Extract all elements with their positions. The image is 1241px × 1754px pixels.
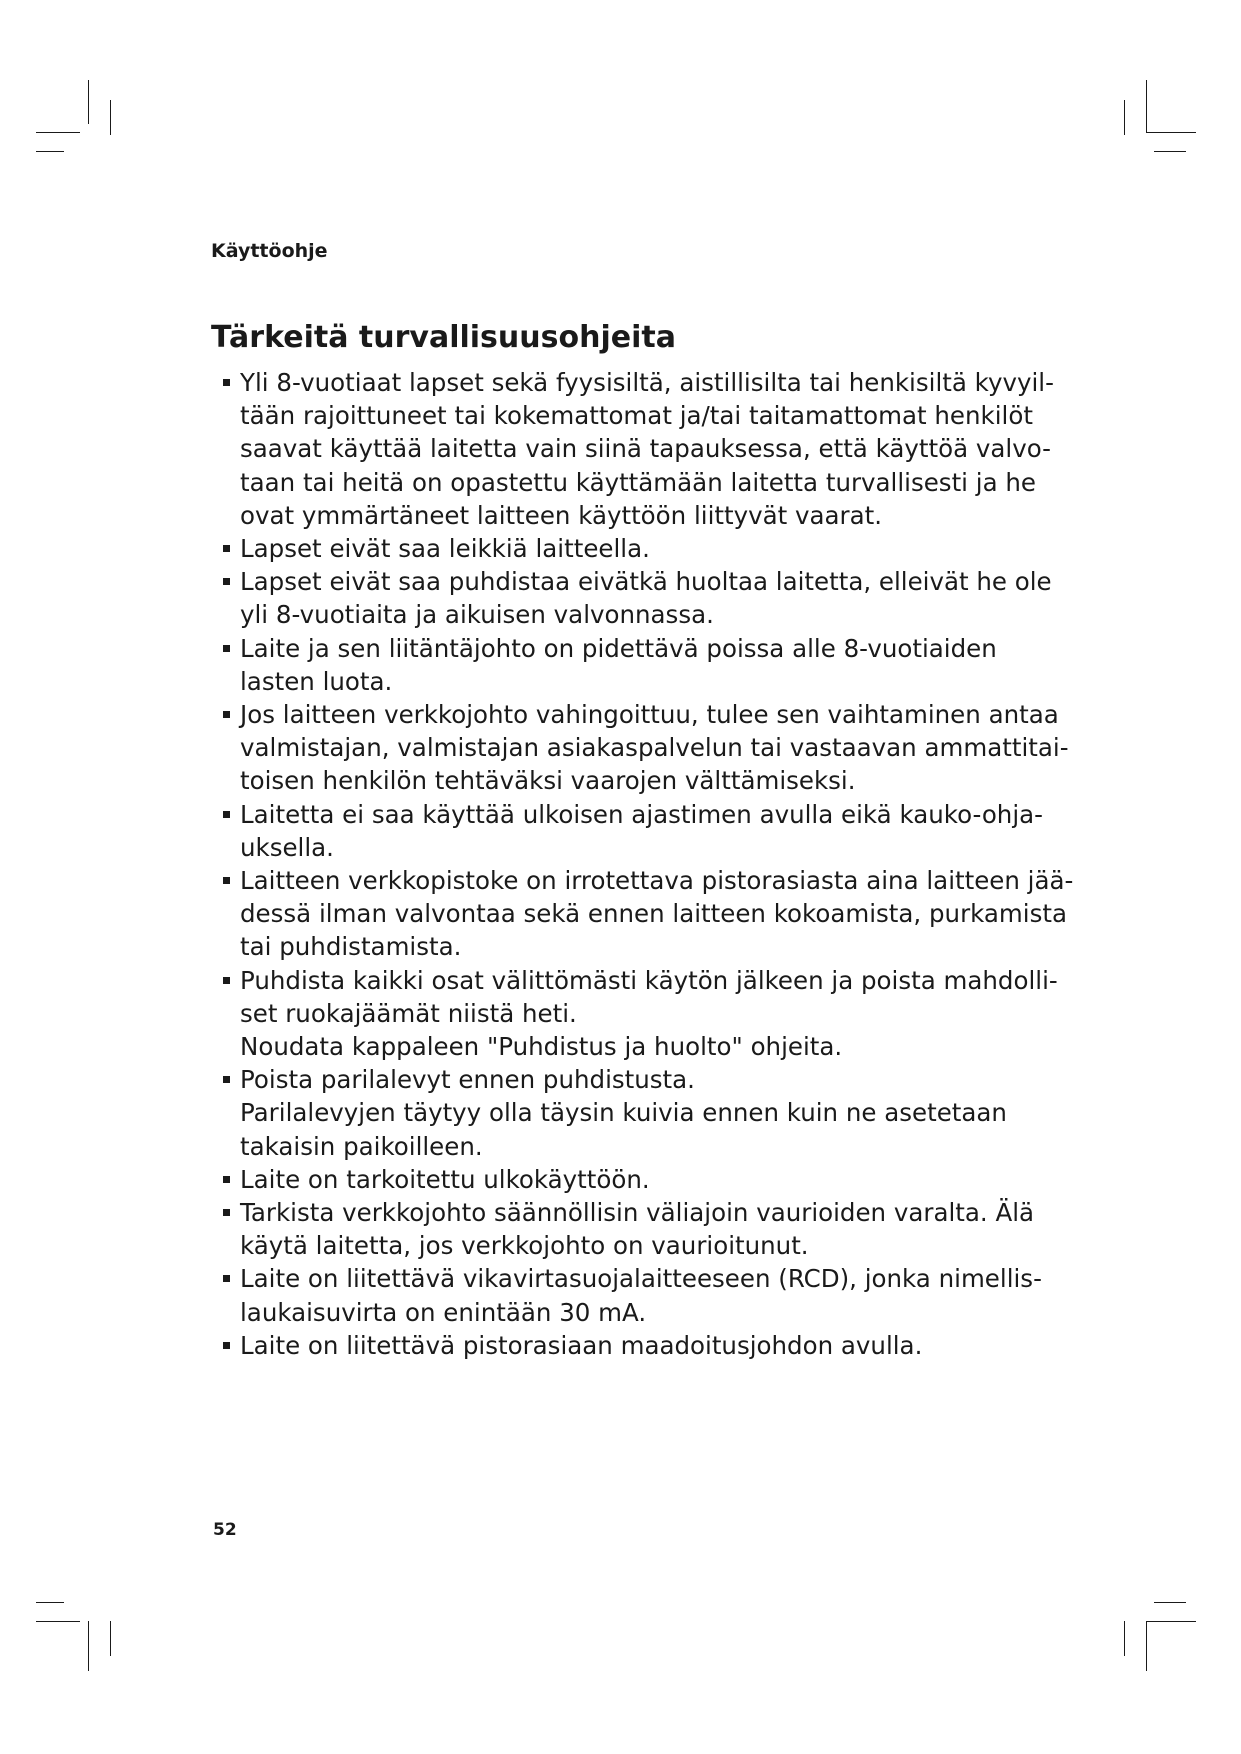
list-item-line: Laitteen verkkopistoke on irrotettava pistorasiasta aina laitteen jää- [240, 866, 1074, 896]
list-item [231, 1196, 1091, 1262]
list-item-line: Laite on liitettävä vikavirtasuojalaitteeseen (RCD), jonka nimellis- [240, 1264, 1042, 1294]
list-item [231, 1163, 1091, 1196]
list-item-line: tään rajoittuneet tai kokemattomat ja/tai taitamattomat henkilöt [240, 401, 1033, 431]
list-item-line: tai puhdistamista. [240, 932, 462, 962]
list-item [231, 864, 1091, 964]
crop-mark [1124, 1621, 1125, 1656]
list-item [231, 532, 1091, 565]
list-item-line: Jos laitteen verkkojohto vahingoittuu, tulee sen vaihtaminen antaa [240, 700, 1059, 730]
bullet-square-icon [223, 877, 230, 884]
list-item-line: valmistajan, valmistajan asiakaspalvelun tai vastaavan ammattitai- [240, 733, 1069, 763]
bullet-square-icon [223, 545, 230, 552]
list-item-line: dessä ilman valvontaa sekä ennen laitteen kokoamista, purkamista [240, 899, 1067, 929]
bullet-square-icon [223, 1342, 230, 1349]
list-item-line: Tarkista verkkojohto säännöllisin väliajoin vaurioiden varalta. Älä [240, 1198, 1035, 1228]
list-item-line: Yli 8-vuotiaat lapset sekä fyysisiltä, aistillisilta tai henkisiltä kyvyil- [240, 368, 1054, 397]
list-item [231, 632, 1091, 698]
list-item-note: takaisin paikoilleen. [240, 1131, 483, 1161]
running-header: Käyttöohje [211, 240, 328, 262]
crop-mark [1146, 132, 1196, 133]
bullet-square-icon [223, 645, 230, 652]
bullet-square-icon [223, 711, 230, 718]
crop-mark [1146, 1621, 1147, 1671]
bullet-square-icon [223, 1076, 230, 1083]
list-item [231, 1063, 1091, 1096]
bullet-square-icon [223, 578, 230, 585]
list-item [231, 1329, 1091, 1362]
list-item-line: Lapset eivät saa leikkiä laitteella. [240, 534, 650, 564]
list-item-line: käytä laitetta, jos verkkojohto on vaurioitunut. [240, 1231, 809, 1261]
list-item [231, 698, 1091, 798]
list-item [231, 366, 1091, 532]
bullet-square-icon [223, 379, 230, 386]
page-number: 52 [213, 1520, 237, 1540]
list-item-line: yli 8-vuotiaita ja aikuisen valvonnassa. [240, 600, 714, 630]
list-item-line: Laite on tarkoitettu ulkokäyttöön. [240, 1164, 650, 1194]
list-item-line: set ruokajäämät niistä heti. [240, 998, 577, 1028]
list-item-note: Parilalevyjen täytyy olla täysin kuivia ennen kuin ne asetetaan [240, 1098, 1007, 1128]
list-item-line: Poista parilalevyt ennen puhdistusta. [240, 1065, 695, 1095]
list-item-line: Laite ja sen liitäntäjohto on pidettävä poissa alle 8-vuotiaiden [240, 633, 997, 663]
crop-mark [88, 1621, 89, 1671]
crop-mark [1146, 80, 1147, 132]
crop-mark [110, 1621, 111, 1656]
list-item-line: laukaisuvirta on enintään 30 mA. [240, 1297, 647, 1327]
list-item [231, 1262, 1091, 1328]
crop-mark [36, 132, 80, 133]
section-title: Tärkeitä turvallisuusohjeita [211, 320, 676, 355]
list-item [231, 565, 1091, 631]
crop-mark [1124, 100, 1125, 135]
list-item-line: Puhdista kaikki osat välittömästi käytön jälkeen ja poista mahdolli- [240, 965, 1058, 995]
crop-mark [36, 151, 64, 152]
bullet-square-icon [223, 1176, 230, 1183]
bullet-square-icon [223, 811, 230, 818]
list-item-line: taan tai heitä on opastettu käyttämään laitetta turvallisesti ja he [240, 467, 1036, 497]
list-item-line: Lapset eivät saa puhdistaa eivätkä huoltaa laitetta, elleivät he ole [240, 567, 1052, 597]
crop-mark [1154, 151, 1186, 152]
crop-mark [1154, 1602, 1186, 1603]
list-item-line: saavat käyttää laitetta vain siinä tapauksessa, että käyttöä valvo- [240, 434, 1051, 464]
bullet-square-icon [223, 1209, 230, 1216]
bullet-square-icon [223, 977, 230, 984]
list-item-line: Laite on liitettävä pistorasiaan maadoitusjohdon avulla. [240, 1330, 923, 1360]
list-item [231, 798, 1091, 864]
list-item-line: Laitetta ei saa käyttää ulkoisen ajastimen avulla eikä kauko-ohja- [240, 799, 1043, 829]
crop-mark [110, 100, 111, 135]
list-item-line: toisen henkilön tehtäväksi vaarojen välttämiseksi. [240, 766, 856, 796]
list-item-line: uksella. [240, 832, 334, 862]
list-item-line: lasten luota. [240, 666, 393, 696]
list-item-note: Noudata kappaleen "Puhdistus ja huolto" ohjeita. [240, 1032, 843, 1062]
safety-instructions-list [231, 366, 1091, 1362]
crop-mark [88, 80, 89, 124]
bullet-square-icon [223, 1275, 230, 1282]
crop-mark [36, 1602, 64, 1603]
crop-mark [36, 1621, 80, 1622]
list-item [231, 964, 1091, 1030]
crop-mark [1146, 1621, 1196, 1622]
list-item-line: ovat ymmärtäneet laitteen käyttöön liittyvät vaarat. [240, 500, 883, 530]
